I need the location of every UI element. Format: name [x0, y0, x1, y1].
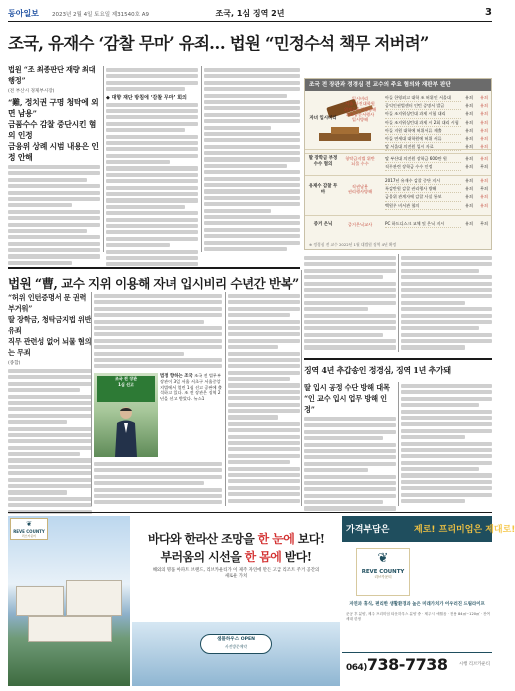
ad-right-panel — [342, 516, 515, 686]
reve-logo-icon: ❦ — [26, 520, 32, 528]
charge-list: 증거은닉교사 — [347, 222, 373, 227]
article1-body-text — [8, 165, 100, 265]
article2-byline: (종합) — [8, 361, 21, 366]
article1-column-1 — [8, 64, 100, 254]
article3-subhead-2: “인 교수 입시 업무 방해 인정” — [304, 394, 387, 414]
category-label: 증거 은닉 — [313, 222, 333, 227]
article1-byline: (전 부산시 경제부시장) — [8, 89, 55, 94]
table-row — [305, 175, 491, 213]
result-column: 유죄 유죄 유죄 유죄 유죄 유죄 유죄 — [479, 95, 489, 150]
ad-headline-2: 부러움의 시선을 한 몸에 받다! — [160, 550, 312, 564]
person-figure-icon — [112, 405, 140, 457]
charge-list: 청탁금지법 위반 뇌물 수수 — [345, 156, 375, 167]
result-column: 유죄 무죄 — [479, 156, 489, 170]
article1-column-4 — [304, 254, 396, 354]
page-number: 3 — [485, 7, 492, 18]
article2-column-4 — [228, 292, 300, 508]
ad-brand-logo: ❦ REVE COUNTY 리브카운티 — [10, 518, 48, 540]
article2-column-3 — [94, 460, 222, 508]
charge-details: PC 하드디스크 교체 및 은닉 지시 — [385, 220, 461, 228]
verdict-column: 유죄 유죄 유죄 유죄 유죄 유죄 유죄 — [464, 95, 474, 150]
advertisement — [8, 512, 515, 685]
charge-details: 딸 부산대 의전원 장학금 600만 원 직무관련 장학금 수수 인정 — [385, 155, 461, 171]
charge-details: 아들 한영외고 대학 조 허위인 서울대 공익인권법센터 인턴 증명서 발급 아들 조지워싱턴대 과제 시험 대리 아들 조지워싱턴대 과제 시 2회 대리 시험 아들 지원 대학에 허위서류 제출 아들 연세대 대학원에 허위 서류 딸 서울대 의전원 입시 자료 — [385, 94, 461, 151]
ad-brand-logo-large: ❦ REVE COUNTY 리브카운티 — [356, 548, 410, 596]
article2-subhead-3: 직무 관련성 없어 뇌물 혐의는 무죄 — [8, 337, 92, 357]
photo-caption — [160, 373, 222, 401]
charge-list: 입시비리 서울 사진대학원 위계공무집행방해 위조공문서행사 입시방해 — [343, 96, 377, 123]
ad-legal-text: 준공 후 분양, 제주 프리미엄 타운하우스 분양 중 · 제주시 애월읍 · 전용 84㎡~120㎡ · 잔여세대 한정 — [346, 612, 491, 621]
result-column: 유죄 무죄 유죄 유죄 — [479, 178, 489, 208]
ad-phone-bar — [342, 652, 492, 678]
caption-title: 법정 향하는 조국 — [160, 374, 193, 379]
main-headline: 조국, 유재수 ‘감찰 무마’ 유죄… 법원 “민정수석 책무 저버려” — [8, 34, 429, 53]
issue-date: 2023년 2월 4일 토요일 제31540호 A9 — [52, 12, 149, 18]
section-title: 조국, 1심 징역 2년 — [215, 9, 285, 18]
verdict-column: 유죄 유죄 — [464, 156, 474, 170]
charge-details: 2017년 유재수 감찰 중단 지시 특감반원 감찰 권리행사 방해 금융위 관계자에 감찰 사실 통보 백원우 비서관 협의 — [385, 177, 461, 210]
article1-subhead-4: 금융위 상례 시범 내용은 인정 안해 — [8, 142, 99, 162]
ad-developer: 시행 리브카운티 — [458, 662, 490, 667]
article1-column-3 — [204, 66, 300, 254]
table-row — [305, 215, 491, 239]
ad-phone-number: 064)738-7738 — [346, 655, 448, 674]
article1-column-2 — [106, 66, 198, 254]
ad-blurb: 해외의 명품 아파트 브랜드, 리브카운티가 이 제주 자연에 만든 고급 리조트 주거 공간의 새로운 가치 — [152, 568, 320, 579]
article3-column-1 — [304, 382, 396, 508]
article3-headline: 징역 4년 추갑송인 정경심, 징역 1년 추가돼 — [304, 365, 451, 375]
article1-para-heading: ◆ 대향 재단 방침에 ‘감찰 무마’ 회의 — [106, 94, 187, 101]
ad-open-badge: 샘플하우스 OPEN 사전방문예약 — [200, 634, 272, 654]
ad-resort-image — [8, 516, 130, 686]
verdict-column: 유죄 유죄 유죄 유죄 — [464, 178, 474, 208]
table-footnote: ※ 정경심 전 교수 2022년 1월 대법원 징역 4년 확정 — [309, 242, 397, 247]
ad-promo-line: 자연과 휴식, 편리한 생활환경과 높은 미래가치가 어우러진 드림라이프 — [349, 602, 485, 607]
news-photo — [94, 373, 158, 457]
masthead — [8, 6, 492, 22]
newspaper-logo: 동아일보 — [8, 8, 39, 18]
category-label: 유재수 감찰 무마 — [308, 184, 338, 195]
ad-price-banner: 가격부담은 제로! 프리미엄은 제대로! — [342, 516, 492, 542]
article2-subhead-1: “허위 인턴증명서 문 권력 부거워” — [8, 293, 87, 313]
ad-headline-1: 바다와 한라산 조망을 한 눈에 보다! — [148, 532, 325, 546]
charge-list: 직권남용 권리행사방해 — [347, 184, 373, 195]
article1-subhead-2: “難, 정치권 구명 청탁에 외면 남용” — [8, 98, 99, 118]
ad-main-copy — [132, 516, 340, 686]
article2-headline: 법원 “曹, 교수 지위 이용해 자녀 입시비리 수년간 반복” — [8, 276, 299, 291]
article3-column-2 — [401, 382, 492, 508]
article2-column-2 — [94, 292, 222, 372]
photo-credit: 뉴스1 — [193, 395, 205, 401]
reve-logo-icon: ❦ — [377, 551, 389, 566]
photo-sign: 조국 전 장관 1심 선고 — [97, 376, 155, 402]
article3-subhead-1: 딸 입시 공정 수단 방해 대목 — [304, 383, 390, 392]
table-row — [305, 153, 491, 173]
article1-subhead-3: 금품수수 감찰 중단시킨 혐의 인정 — [8, 120, 97, 140]
article2-subhead-2: 딸 장학금, 청탁금지법 위반 유죄 — [8, 315, 92, 335]
article1-subhead-1: 법원 “조 최종판단 재량 최대 행정” — [8, 65, 96, 85]
category-label: 딸 장학금 부정 수수 혐의 — [308, 156, 338, 167]
verdict-column: 유죄 — [464, 221, 474, 226]
charges-verdict-table — [304, 78, 492, 250]
category-label: 자녀 입시비리 — [309, 116, 337, 121]
article1-column-5 — [401, 254, 492, 354]
result-column: 무죄 — [479, 221, 489, 226]
caption-body: 조국 전 법무부 장관이 3일 서울 서초구 서울중앙지법에서 열린 1심 선고 공판에 출석하고 있다. 조 전 장관은 징역 2년을 선고 받았다. — [160, 373, 222, 401]
article2-column-1 — [8, 292, 92, 508]
table-title: 조국 전 장관과 정경심 전 교수의 주요 혐의와 재판부 판단 — [305, 79, 491, 91]
